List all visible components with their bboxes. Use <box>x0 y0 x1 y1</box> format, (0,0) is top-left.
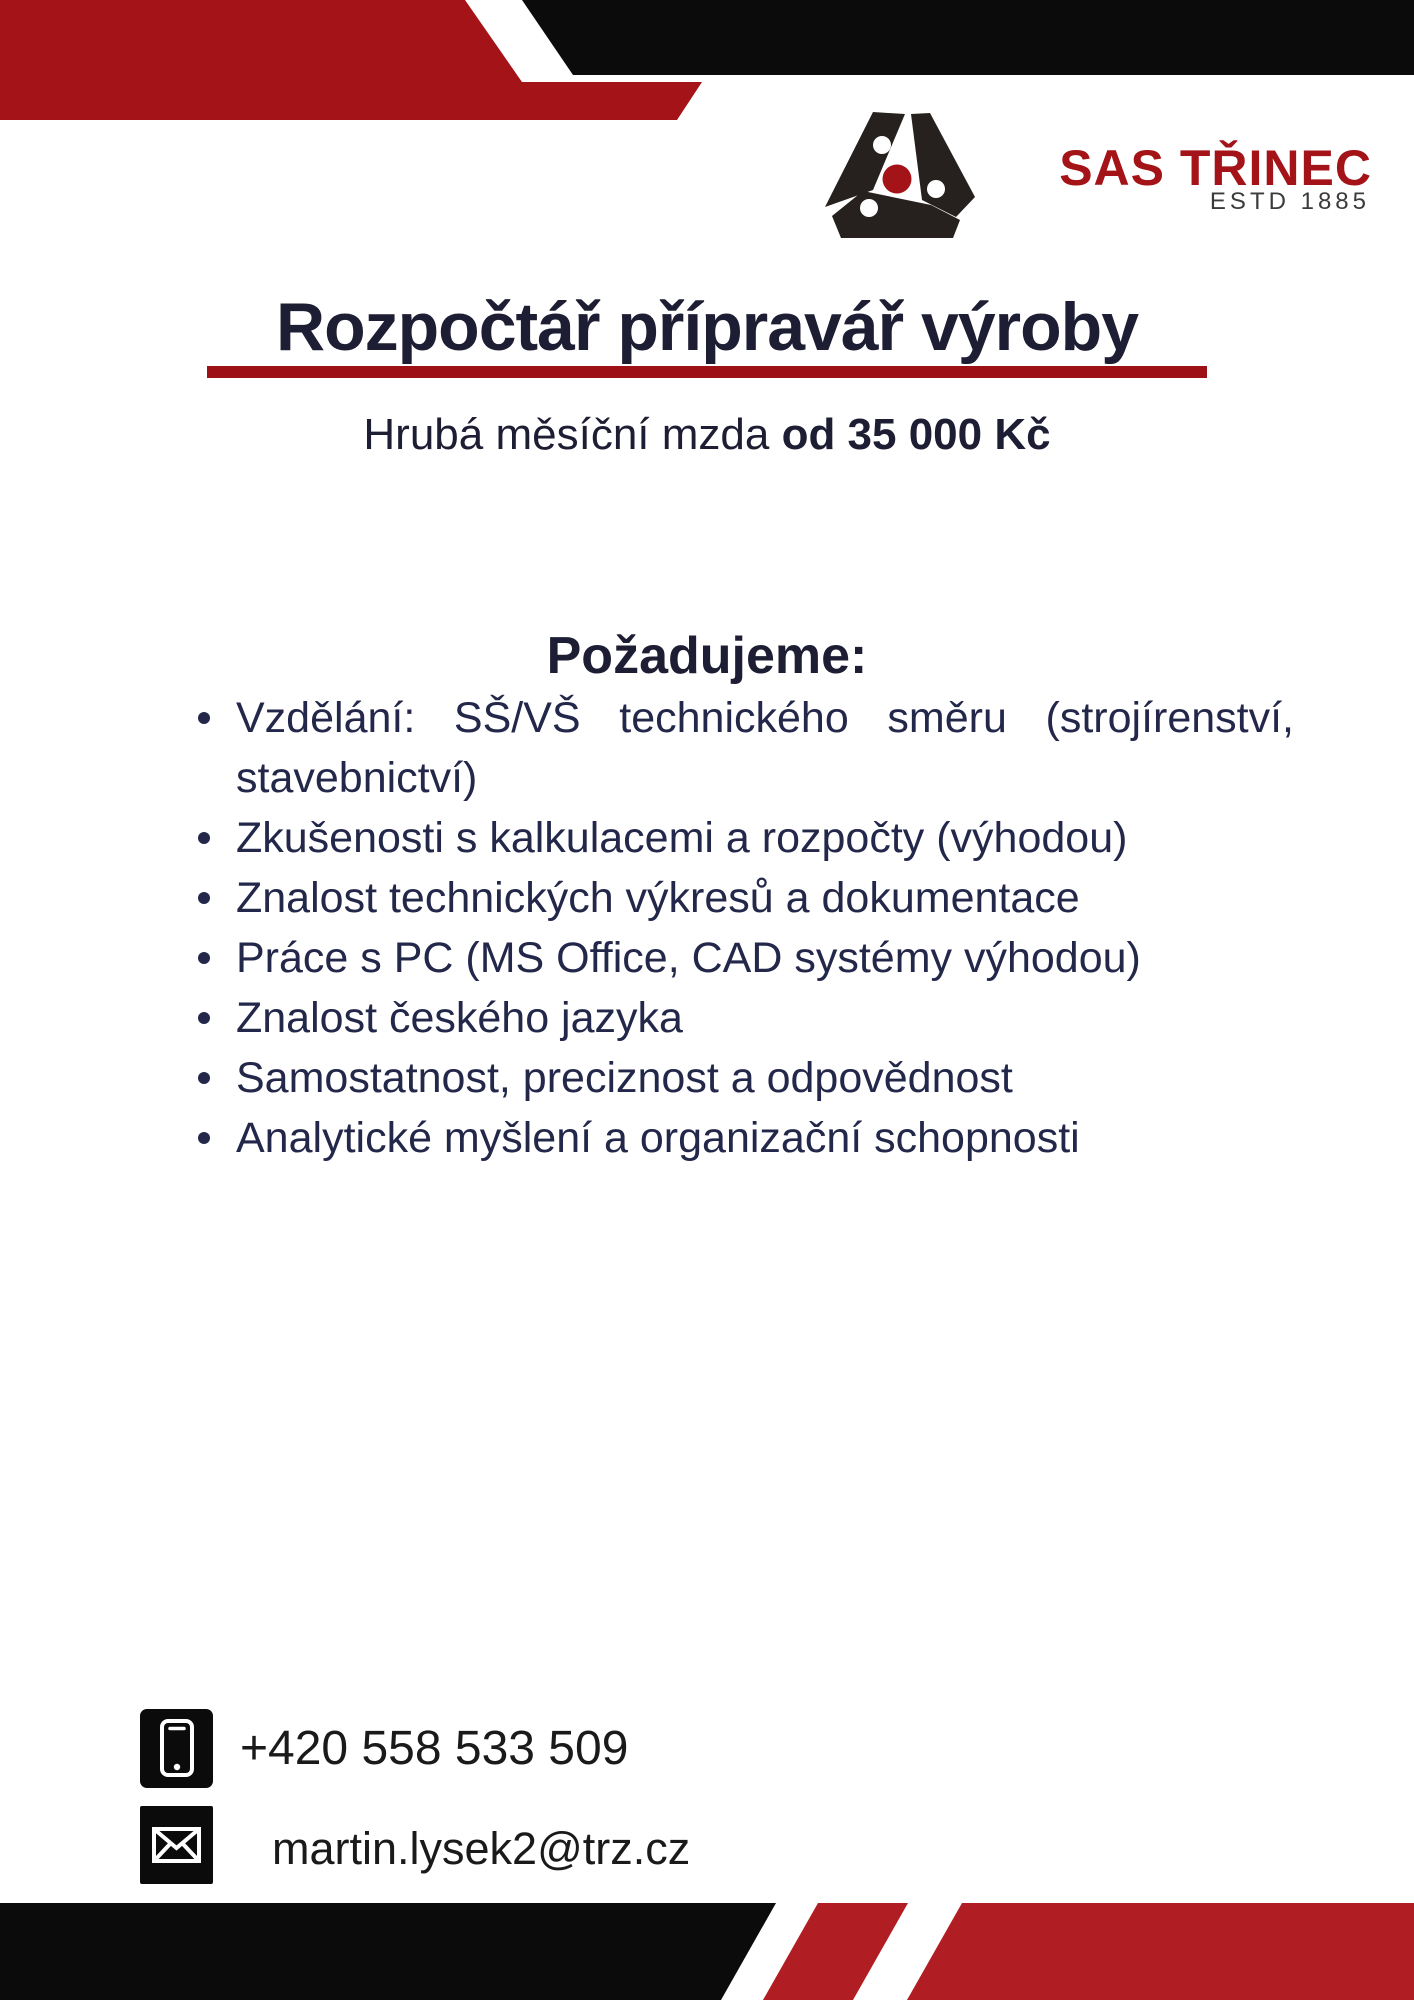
brand-established-label: ESTD 1885 <box>1209 188 1370 215</box>
requirement-line: Zkušenosti s kalkulacemi a rozpočty (výhodou) <box>236 814 1128 862</box>
envelope-icon <box>140 1806 213 1884</box>
salary-line <box>0 409 1414 462</box>
logo-dot-top <box>873 136 891 154</box>
requirement-line: Vzdělání: SŠ/VŠ technického směru (strojírenství, <box>236 694 1294 742</box>
requirement-line: Analytické myšlení a organizační schopnosti <box>236 1114 1080 1162</box>
requirement-item <box>236 808 1294 868</box>
requirement-line: stavebnictví) <box>236 754 478 802</box>
title-underline-rule <box>207 366 1207 378</box>
requirement-item <box>236 988 1294 1048</box>
requirement-line: Práce s PC (MS Office, CAD systémy výhodou) <box>236 934 1141 982</box>
brand-wordmark: SAS TŘINEC <box>1059 140 1372 196</box>
requirements-heading: Požadujeme: <box>546 627 868 685</box>
requirement-item <box>236 1048 1294 1108</box>
salary-prefix: Hrubá měsíční mzda <box>363 410 782 459</box>
page-title: Rozpočtář přípravář výroby <box>275 289 1139 365</box>
requirement-item <box>236 868 1294 928</box>
smartphone-icon <box>140 1709 213 1788</box>
footer-red-stripe <box>763 1903 908 2000</box>
requirement-line: Znalost technických výkresů a dokumentace <box>236 874 1080 922</box>
top-banner-black-shape <box>522 0 1414 75</box>
logo-dot-right <box>927 180 945 198</box>
footer-banner-decoration <box>0 1903 1414 2000</box>
salary-value: od 35 000 Kč <box>781 410 1051 459</box>
logo-dot-bottom <box>860 199 878 217</box>
requirement-line: Znalost českého jazyka <box>236 994 683 1042</box>
requirement-line: Samostatnost, preciznost a odpovědnost <box>236 1054 1013 1102</box>
email-link[interactable]: martin.lysek2@trz.cz <box>272 1823 691 1874</box>
requirement-item <box>236 1108 1294 1168</box>
requirements-list <box>236 688 1294 1168</box>
requirement-item <box>236 688 1294 808</box>
footer-black-shape <box>0 1903 776 2000</box>
top-banner-decoration <box>0 0 1414 120</box>
phone-number-link[interactable]: +420 558 533 509 <box>240 1722 629 1775</box>
logo-center-red-dot <box>883 165 912 194</box>
requirement-item <box>236 928 1294 988</box>
footer-red-shape <box>907 1903 1414 2000</box>
